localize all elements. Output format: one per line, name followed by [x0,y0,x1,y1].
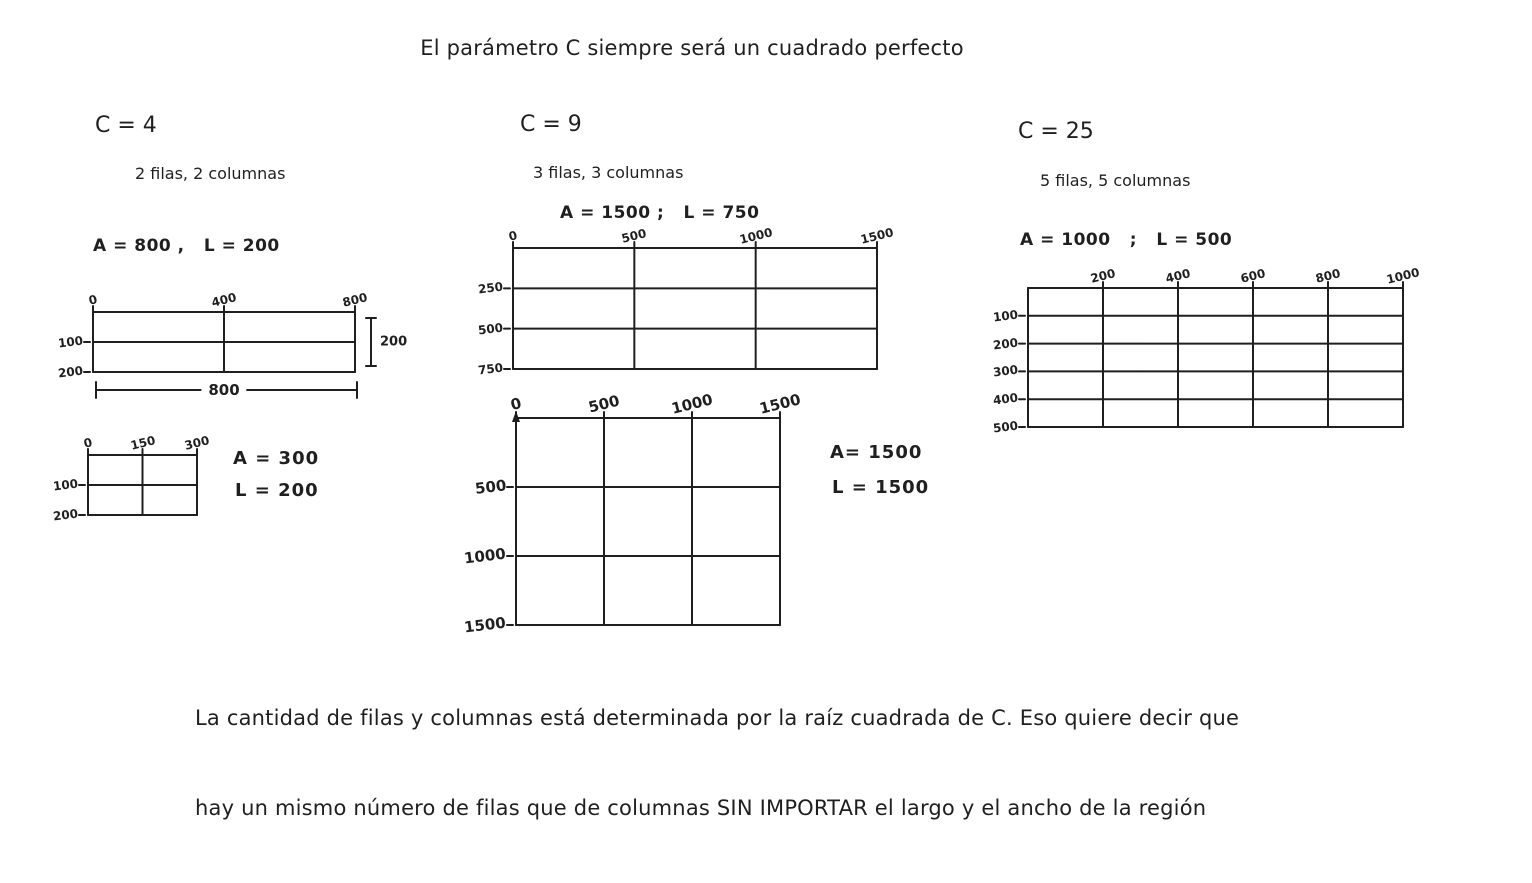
c9-bottom-area-label: A= 1500 [830,442,923,463]
footer-note [195,643,1239,883]
axis-label: 0 [507,228,519,244]
page-title: El parámetro C siempre será un cuadrado perfecto [420,36,964,60]
axis-label: 100 [57,333,84,351]
c25-params-label: A = 1000 ; L = 500 [1020,230,1233,250]
grid-lines [1028,288,1403,427]
axis-label: 500 [992,418,1019,436]
grid-c25-main [992,265,1421,436]
grid-c4-main [57,290,408,399]
axis-label: 500 [473,476,507,498]
axis-label: 1000 [737,225,774,247]
c9-value-label: C = 9 [520,112,582,137]
axis-label: 1500 [463,613,507,637]
grid-lines [88,455,197,515]
c4-value-label: C = 4 [95,113,157,138]
grid-lines [516,418,780,625]
axis-label: 800 [201,381,246,399]
axis-label: 400 [1164,266,1192,286]
axis-label: 300 [992,362,1019,380]
axis-label: 150 [128,433,157,453]
axis-label: 0 [87,292,99,308]
c9-bottom-length-label: L = 1500 [832,477,930,498]
c4-small-area-label: A = 300 [233,448,320,469]
axis-label: 300 [183,433,211,453]
axis-label: 1000 [1385,265,1421,287]
grid-lines [513,248,877,369]
axis-label: 250 [477,279,504,297]
footer-line2: hay un mismo número de filas que de columnas SIN IMPORTAR el largo y el ancho de la región [195,796,1207,820]
c9-params-label: A = 1500 ; L = 750 [560,203,760,223]
axis-label: 1000 [669,390,715,418]
grid-c4-small [52,433,211,524]
axis-label: 200 [992,335,1019,353]
axis-label: 200 [380,334,408,350]
axis-label: 500 [620,226,649,246]
c4-small-length-label: L = 200 [235,480,319,501]
axis-label: 0 [82,435,94,451]
axis-label: 500 [477,320,504,338]
c9-dims-label: 3 filas, 3 columnas [533,163,684,182]
axis-label: 100 [52,476,79,494]
axis-label: 200 [57,363,84,381]
axis-label: 750 [477,360,504,378]
c4-dims-label: 2 filas, 2 columnas [135,164,286,183]
axis-label: 800 [341,290,369,310]
axis-label: 200 [1089,266,1117,286]
c25-dims-label: 5 filas, 5 columnas [1040,171,1191,190]
axis-label: 0 [508,394,524,414]
axis-label: 100 [992,307,1019,325]
grid-c9-bottom [463,390,803,637]
axis-label: 800 [1314,266,1342,286]
axis-label: 1000 [463,544,507,568]
axis-label: 500 [586,391,622,417]
footer-line1: La cantidad de filas y columnas está determinada por la raíz cuadrada de C. Eso quiere decir que [195,706,1240,730]
c25-value-label: C = 25 [1018,119,1094,144]
axis-label: 600 [1239,266,1267,286]
grid-c9-top [477,225,895,378]
c4-params-label: A = 800 , L = 200 [93,236,280,256]
axis-label: 400 [992,390,1019,408]
axis-label: 1500 [757,390,803,418]
axis-label: 200 [52,506,79,524]
grid-lines [93,312,355,372]
axis-label: 400 [210,290,238,310]
axis-label: 1500 [859,225,895,247]
